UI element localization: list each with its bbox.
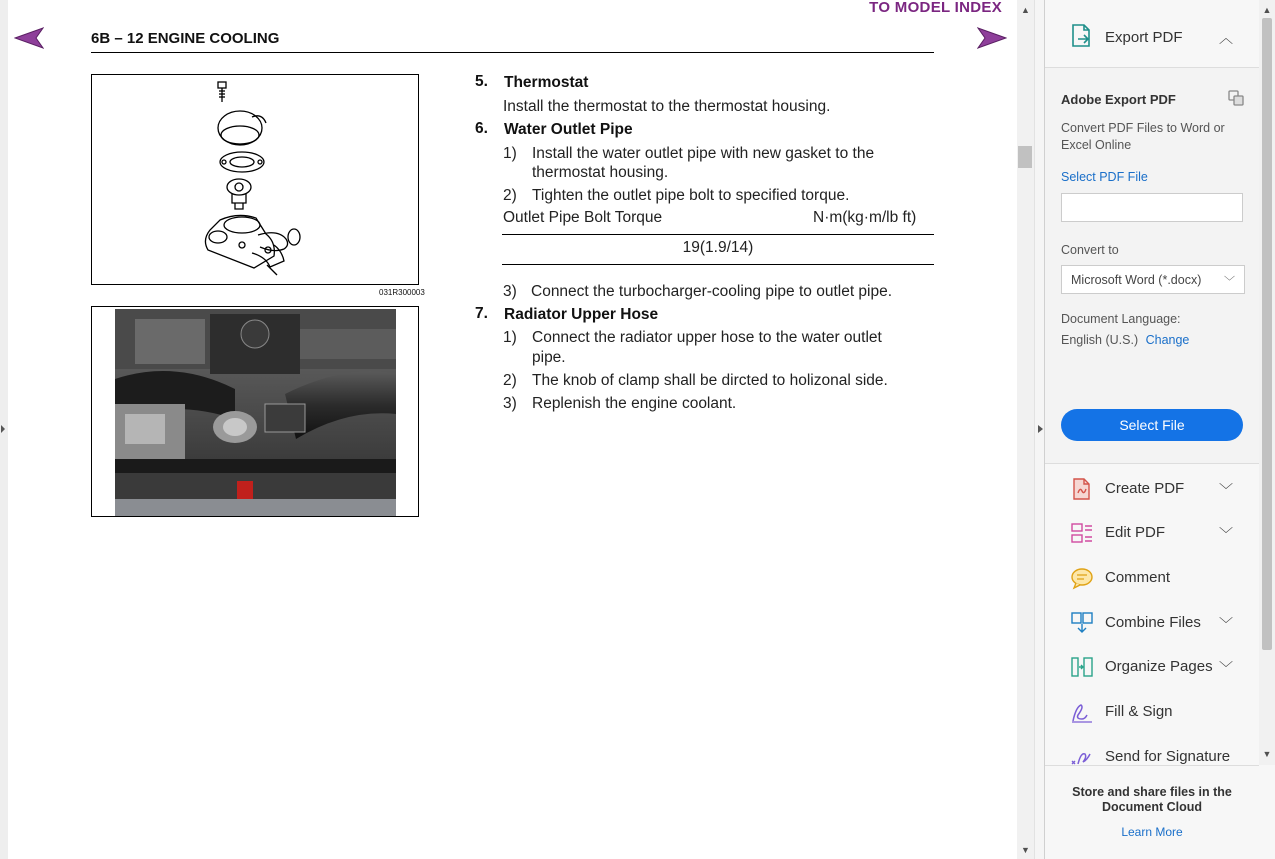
- left-gutter[interactable]: [0, 0, 8, 859]
- previous-page-arrow-icon[interactable]: [14, 27, 44, 49]
- scroll-thumb[interactable]: [1018, 146, 1032, 168]
- tool-edit-pdf[interactable]: [1045, 511, 1259, 555]
- fill-sign-icon: [1070, 700, 1094, 724]
- tool-label: Comment: [1105, 569, 1171, 586]
- torque-table-value: 19(1.9/14): [682, 239, 754, 256]
- change-language-link[interactable]: Change: [1145, 333, 1190, 347]
- tool-label: Create PDF: [1105, 480, 1185, 497]
- thermostat-exploded-diagram: [91, 74, 419, 285]
- section-number: 6.: [475, 120, 488, 137]
- step-number: 2): [503, 187, 517, 204]
- chevron-down-icon[interactable]: ﹀: [1219, 616, 1233, 632]
- tool-fill-sign[interactable]: [1045, 690, 1259, 734]
- tool-comment[interactable]: [1045, 556, 1259, 600]
- tool-label: Combine Files: [1105, 614, 1201, 631]
- export-description: Convert PDF Files to Word or Excel Online: [1061, 121, 1225, 152]
- model-index-link[interactable]: TO MODEL INDEX: [869, 0, 1002, 16]
- scrollbar-filler: [1259, 765, 1275, 859]
- document-scrollbar[interactable]: [1017, 0, 1034, 859]
- next-page-arrow-icon[interactable]: [977, 27, 1007, 49]
- tools-pane-scrollbar[interactable]: [1259, 0, 1275, 859]
- expand-left-icon: [1, 425, 5, 433]
- document-language-label: Document Language:: [1061, 312, 1181, 326]
- tool-label: Organize Pages: [1105, 658, 1213, 675]
- step-number: 3): [503, 283, 517, 300]
- pane-collapse-toggle[interactable]: [1034, 0, 1045, 859]
- convert-to-value: Microsoft Word (*.docx): [1071, 273, 1202, 287]
- chevron-down-icon[interactable]: ﹀: [1219, 526, 1233, 542]
- table-rule: [502, 234, 934, 235]
- chevron-down-icon[interactable]: ﹀: [1219, 482, 1233, 498]
- scroll-down-icon[interactable]: ▼: [1262, 749, 1272, 759]
- step-number: 3): [503, 395, 517, 412]
- chevron-down-icon: ﹀: [1224, 276, 1235, 288]
- header-rule: [91, 52, 934, 53]
- step-number: 1): [503, 329, 517, 346]
- convert-to-label: Convert to: [1061, 243, 1119, 257]
- table-rule: [502, 264, 934, 265]
- step-number: 1): [503, 145, 517, 162]
- create-pdf-icon: [1070, 477, 1094, 501]
- comment-icon: [1070, 566, 1094, 590]
- tool-combine-files[interactable]: [1045, 601, 1259, 645]
- torque-table-label: Outlet Pipe Bolt Torque: [503, 209, 663, 226]
- step-text: Connect the radiator upper hose to the water outlet: [532, 329, 882, 346]
- export-pdf-title: Export PDF: [1105, 29, 1183, 46]
- tool-label: Send for Signature: [1105, 748, 1231, 765]
- chevron-down-icon[interactable]: ﹀: [1219, 660, 1233, 676]
- select-pdf-file-link[interactable]: Select PDF File: [1061, 170, 1148, 184]
- document-cloud-text: Store and share files in the Document Cloud: [1072, 785, 1232, 814]
- organize-pages-icon: [1070, 655, 1094, 679]
- page-header: 6B – 12 ENGINE COOLING: [91, 30, 280, 47]
- step-number: 2): [503, 372, 517, 389]
- section-body: Install the thermostat to the thermostat housing.: [503, 98, 831, 115]
- section-title-water-outlet-pipe: Water Outlet Pipe: [504, 121, 633, 138]
- section-number: 5.: [475, 73, 488, 90]
- collapse-pane-icon: [1038, 425, 1043, 433]
- torque-table-unit: N·m(kg·m/lb ft): [813, 209, 917, 226]
- figure-code: 031R300003: [379, 288, 425, 297]
- step-text: The knob of clamp shall be dircted to holizonal side.: [532, 372, 888, 389]
- step-text: Install the water outlet pipe with new gasket to the: [532, 145, 875, 162]
- select-file-button[interactable]: Select File: [1061, 409, 1243, 441]
- copy-icon[interactable]: [1227, 89, 1245, 107]
- step-text: Tighten the outlet pipe bolt to specified torque.: [532, 187, 850, 204]
- pdf-file-field[interactable]: [1061, 193, 1243, 222]
- section-title-thermostat: Thermostat: [504, 74, 589, 91]
- section-number: 7.: [475, 305, 488, 322]
- step-text: Replenish the engine coolant.: [532, 395, 737, 412]
- scroll-down-icon[interactable]: ▼: [1021, 845, 1030, 855]
- chevron-up-icon[interactable]: ︿: [1219, 30, 1233, 46]
- step-text: Connect the turbocharger-cooling pipe to outlet pipe.: [531, 283, 893, 300]
- document-cloud-promo: [1045, 765, 1259, 859]
- combine-files-icon: [1070, 611, 1094, 635]
- export-pdf-header[interactable]: [1045, 0, 1259, 68]
- document-language-row: [1061, 333, 1189, 347]
- scroll-up-icon[interactable]: ▲: [1021, 5, 1030, 15]
- learn-more-link[interactable]: Learn More: [1121, 825, 1183, 839]
- tool-label: Edit PDF: [1105, 524, 1166, 541]
- section-title-radiator-upper-hose: Radiator Upper Hose: [504, 306, 659, 323]
- adobe-export-pdf-title: Adobe Export PDF: [1061, 92, 1176, 107]
- convert-to-select[interactable]: [1061, 265, 1245, 294]
- tool-create-pdf[interactable]: [1045, 467, 1259, 511]
- tool-organize-pages[interactable]: [1045, 645, 1259, 689]
- step-text: thermostat housing.: [532, 164, 669, 181]
- step-text: pipe.: [532, 349, 566, 366]
- export-pdf-panel: [1045, 68, 1259, 464]
- document-language-value: English (U.S.): [1061, 333, 1139, 347]
- export-pdf-icon: [1070, 24, 1092, 48]
- edit-pdf-icon: [1070, 521, 1094, 545]
- scroll-thumb[interactable]: [1262, 18, 1272, 650]
- tool-label: Fill & Sign: [1105, 703, 1173, 720]
- engine-bay-photo: [91, 306, 419, 517]
- tools-pane: [1045, 0, 1259, 859]
- scroll-up-icon[interactable]: ▲: [1262, 5, 1272, 15]
